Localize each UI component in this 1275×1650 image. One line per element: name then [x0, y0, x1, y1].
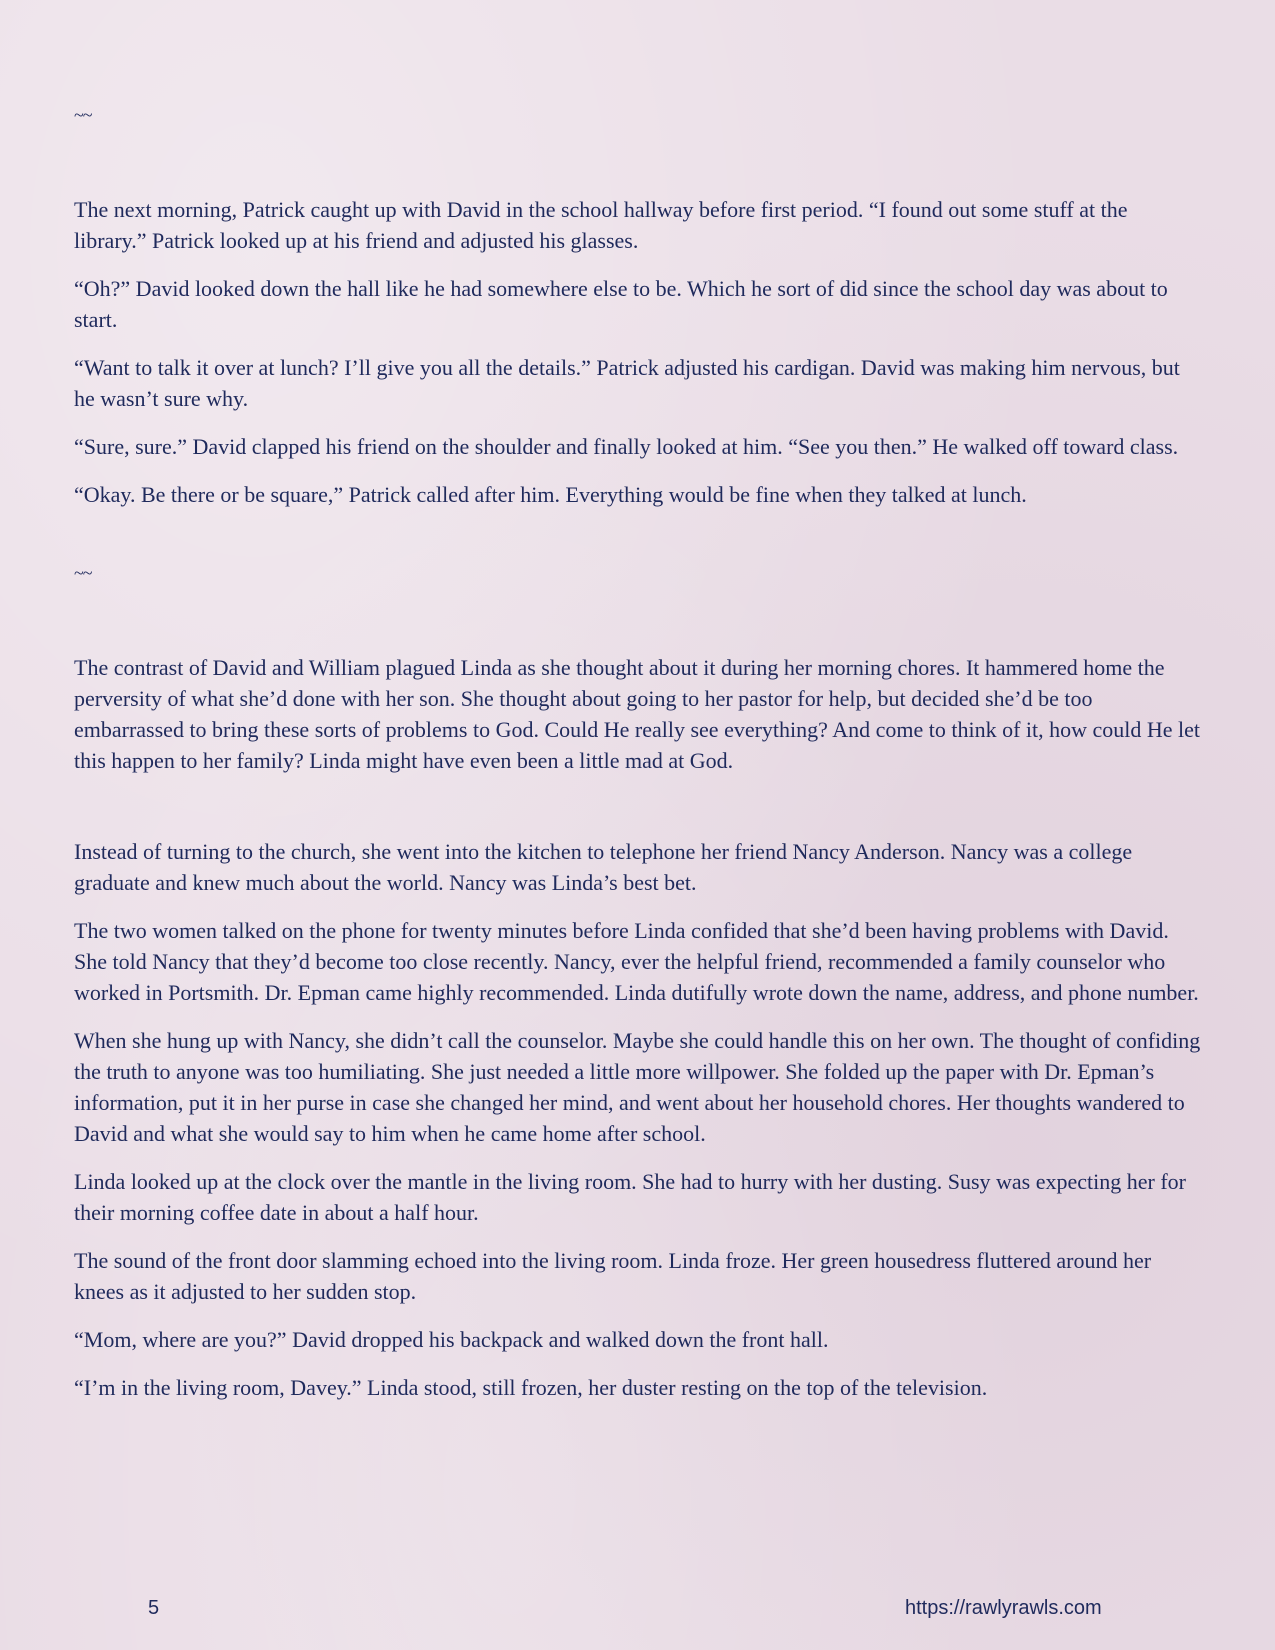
page-body: [74, 100, 1204, 1420]
paragraph: “Sure, sure.” David clapped his friend on the shoulder and finally looked at him. “See you then.” He walked off toward class.: [74, 434, 1179, 459]
paragraph: “Okay. Be there or be square,” Patrick called after him. Everything would be fine when they talked at lunch.: [74, 482, 1027, 507]
paragraph: “Oh?” David looked down the hall like he had somewhere else to be. Which he sort of did since the school day was about to start.: [74, 276, 1168, 332]
paragraph: The next morning, Patrick caught up with David in the school hallway before first period. “I found out some stuff at the library.” Patrick looked up at his friend and adjusted his glasses.: [74, 197, 1128, 253]
paragraph: “I’m in the living room, Davey.” Linda stood, still frozen, her duster resting on the top of the television.: [74, 1375, 988, 1400]
paragraph: The sound of the front door slamming echoed into the living room. Linda froze. Her green housedress fluttered around her knees as it adjusted to her sudden stop.: [74, 1248, 1152, 1304]
scene-separator: ~~: [74, 563, 92, 583]
paragraph: “Mom, where are you?” David dropped his backpack and walked down the front hall.: [74, 1327, 829, 1352]
paragraph: “Want to talk it over at lunch? I’ll give you all the details.” Patrick adjusted his cardigan. David was making him nervous, but he wasn’t sure why.: [74, 355, 1180, 411]
paragraph: Instead of turning to the church, she went into the kitchen to telephone her friend Nancy Anderson. Nancy was a college graduate and knew much about the world. Nancy was Linda’s best bet.: [74, 839, 1133, 895]
section-linda-chores: [74, 652, 1204, 1403]
paragraph: The two women talked on the phone for twenty minutes before Linda confided that she’d been having problems with David. She told Nancy that they’d become too close recently. Nancy, ever the helpful friend, recommended a family counselor who worked in Portsmith. Dr. Epman came highly recommended. Linda dutifully wrote down the name, address, and phone number.: [74, 918, 1199, 1005]
paragraph: Linda looked up at the clock over the mantle in the living room. She had to hurry with her dusting. Susy was expecting her for their morning coffee date in about a half hour.: [74, 1169, 1186, 1225]
paragraph: The contrast of David and William plagued Linda as she thought about it during her morning chores. It hammered home the perversity of what she’d done with her son. She thought about going to her pastor for help, but decided she’d be too embarrassed to bring these sorts of problems to God. Could He really see everything? And come to think of it, how could He let this happen to her family? Linda might have even been a little mad at God.: [74, 655, 1201, 773]
scene-separator: ~~: [74, 105, 92, 125]
page-number: 5: [148, 1597, 160, 1619]
section-school-hallway: [74, 194, 1204, 510]
paragraph: When she hung up with Nancy, she didn’t call the counselor. Maybe she could handle this on her own. The thought of confiding the truth to anyone was too humiliating. She just needed a little more willpower. She folded up the paper with Dr. Epman’s information, put it in her purse in case she changed her mind, and went about her household chores. Her thoughts wandered to David and what she would say to him when he came home after school.: [74, 1028, 1201, 1146]
footer-url: https://rawlyrawls.com: [905, 1597, 1102, 1619]
